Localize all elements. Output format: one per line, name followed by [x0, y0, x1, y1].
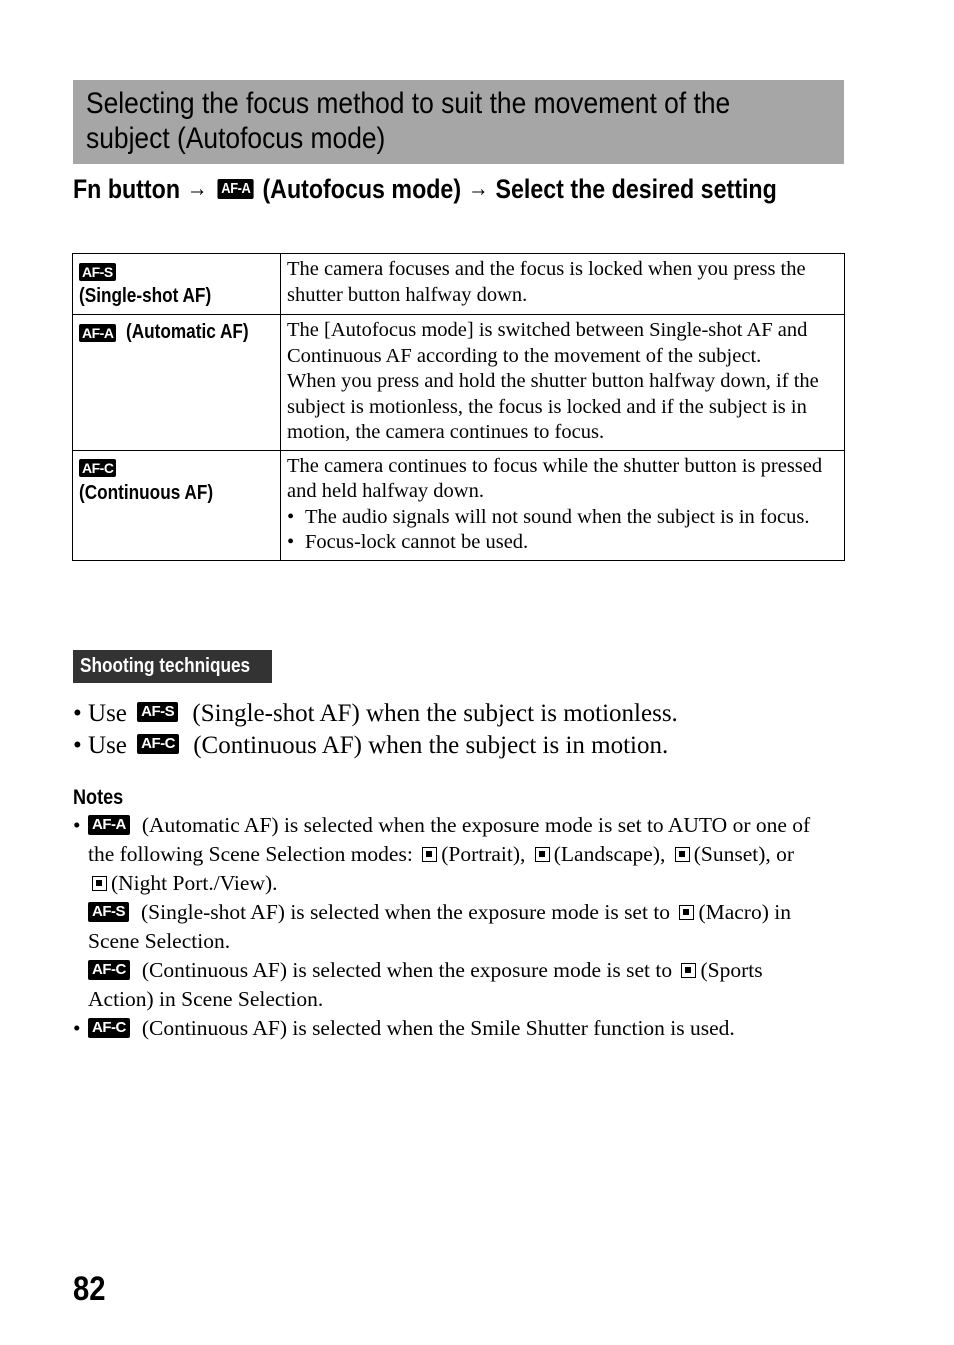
landscape-icon: [535, 847, 550, 862]
mode-bullet-list: [287, 505, 838, 556]
night-portrait-icon: [92, 876, 107, 891]
notes-heading: Notes: [73, 786, 124, 809]
portrait-icon: [422, 847, 437, 862]
section-title-bar: [73, 80, 844, 164]
af-s-icon: AF-S: [88, 902, 129, 922]
af-a-icon: AF-A: [79, 324, 116, 342]
note-item: • AF-C (Continuous AF) is selected when the Smile Shutter function is used.: [73, 1016, 735, 1040]
list-item: • Use AF-S (Single-shot AF) when the subject is motionless.: [73, 700, 678, 727]
mode-name: (Single-shot AF): [79, 285, 212, 307]
af-a-icon: AF-A: [218, 179, 254, 199]
shooting-techniques-heading: Shooting techniques: [73, 650, 272, 683]
autofocus-mode-table: [72, 253, 845, 561]
sunset-icon: [675, 847, 690, 862]
af-c-icon: AF-C: [88, 1018, 130, 1038]
af-c-icon: AF-C: [79, 459, 116, 477]
af-c-icon: AF-C: [137, 734, 179, 754]
notes-list: [73, 811, 848, 1043]
mode-name: (Continuous AF): [79, 481, 214, 504]
af-a-icon: AF-A: [88, 815, 130, 835]
title-line-1: Selecting the focus method to suit the movement of the: [86, 87, 731, 120]
list-item: • Focus-lock cannot be used.: [287, 530, 838, 556]
fn-button-label: Fn button: [73, 173, 181, 204]
shooting-techniques-list: [73, 698, 678, 762]
autofocus-mode-label: (Autofocus mode): [262, 173, 462, 204]
table-row: [73, 315, 845, 451]
af-s-icon: AF-S: [137, 702, 178, 722]
page-number: 82: [73, 1270, 106, 1308]
list-item: • The audio signals will not sound when the subject is in focus.: [287, 505, 838, 531]
table-row: [73, 450, 845, 560]
note-item: • AF-A (Automatic AF) is selected when the exposure mode is set to AUTO or one of the following Scene Selection modes: (Portrait), (Landscape), (Sunset), or (Night Port./View). AF-S (Single-shot AF) is selected when the exposure mode is set to (Macro) in Scene Selection. AF-C (Continuous AF) is selected when the exposure mode is set to (Sports Action) in Scene Selection.: [73, 813, 811, 1011]
arrow-right-icon: →: [186, 175, 208, 202]
menu-path: [73, 170, 777, 208]
mode-description: The camera continues to focus while the shutter button is pressed and held halfway down.: [287, 454, 823, 502]
sports-action-icon: [681, 963, 696, 978]
af-s-icon: AF-S: [79, 263, 116, 281]
mode-description: When you press and hold the shutter button halfway down, if the subject is motionless, the focus is locked and if the subject is in motion, the camera continues to focus.: [287, 370, 819, 443]
mode-description: The [Autofocus mode] is switched between Single-shot AF and Continuous AF according to the movement of the subject.: [287, 319, 808, 367]
table-row: [73, 254, 845, 315]
mode-description: The camera focuses and the focus is locked when you press the shutter button halfway down.: [287, 258, 806, 306]
list-item: • Use AF-C (Continuous AF) when the subject is in motion.: [73, 732, 669, 759]
title-line-2: subject (Autofocus mode): [86, 122, 386, 155]
mode-name: (Automatic AF): [126, 321, 250, 343]
select-setting-label: Select the desired setting: [495, 173, 777, 204]
arrow-right-icon: →: [467, 175, 489, 202]
af-c-icon: AF-C: [88, 960, 130, 980]
macro-icon: [679, 905, 694, 920]
